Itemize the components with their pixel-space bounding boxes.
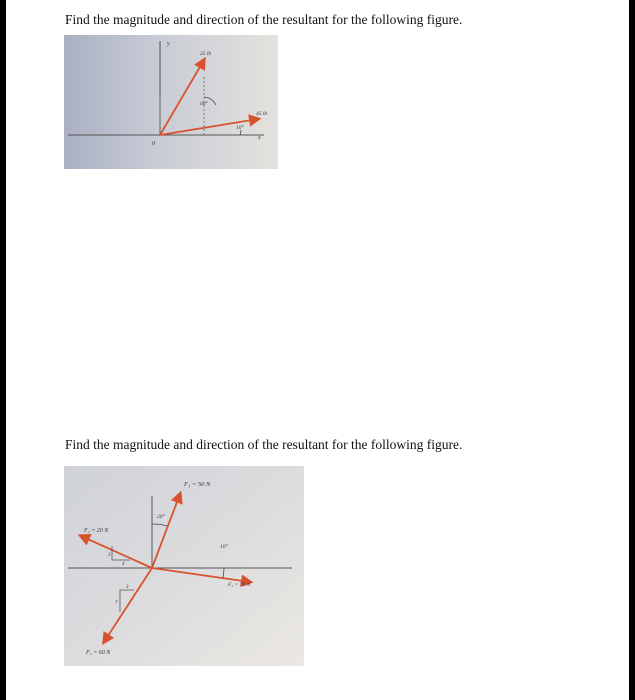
force-45lb-label: 45 lb [256,111,268,117]
triangle-f4-3-label: 3 [108,553,111,558]
origin-label: 0 [152,141,155,147]
x-axis-label: x [258,135,261,141]
force-f4-label: F₄ = 20 N [84,528,109,534]
force-f2-label: F₂ = 70 N [228,582,251,588]
page-edge-left [0,0,6,700]
angle-10-label: 10° [236,125,244,131]
angle-60-label: 60° [200,101,208,107]
question-2-text: Find the magnitude and direction of the resultant for the following figure. [65,437,463,452]
question-1-text: Find the magnitude and direction of the resultant for the following figure. [65,12,463,27]
figure-2-background [64,466,304,666]
force-25lb-label: 25 lb [200,51,212,57]
triangle-f3-3-label: 3 [126,585,129,590]
angle-20-label: 20° [157,514,165,520]
figure-1 [64,35,278,169]
force-f1-label: F₁ = 50 N [184,481,211,488]
y-axis-label: y [167,41,170,47]
page-edge-right [629,0,635,700]
triangle-f4-4-label: 4 [122,562,125,567]
figure-2 [64,466,304,666]
triangle-f3-7-label: 7 [115,601,118,606]
force-f3-label: F₃ = 60 N [86,650,111,656]
figure-1-background [64,35,278,169]
angle-10-label: 10° [220,544,228,550]
